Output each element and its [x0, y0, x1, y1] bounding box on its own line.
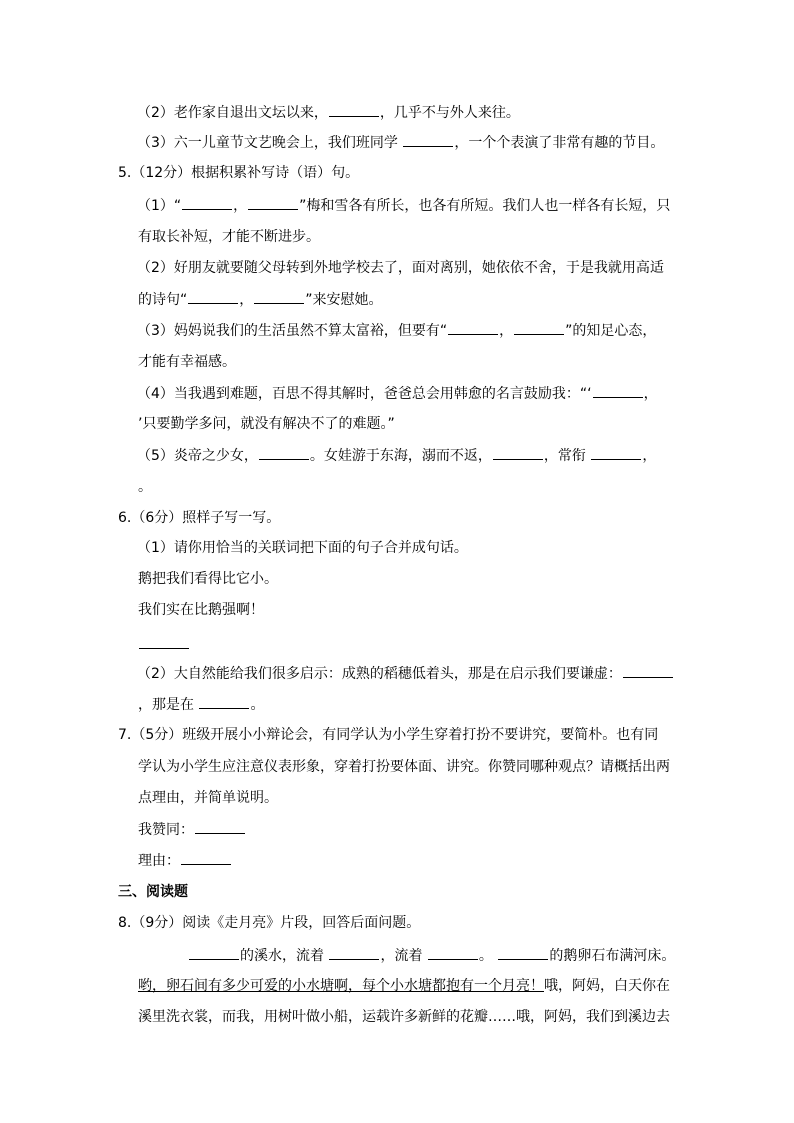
- text-segment: ，那是在: [138, 697, 199, 713]
- answer-blank[interactable]: [188, 290, 238, 304]
- text-segment: （2）老作家自退出文坛以来，: [137, 105, 328, 121]
- text-line: [137, 539, 468, 557]
- text-segment: 学认为小学生应注意仪表形象，穿着打扮要体面、讲究。你赞同哪种观点？请概括出两: [138, 759, 670, 775]
- text-segment: ，几乎不与外人来往。: [379, 105, 520, 121]
- text-line: [138, 415, 395, 433]
- text-line: [118, 164, 359, 182]
- text-segment: 。: [138, 479, 152, 495]
- text-segment: （2）好朋友就要随父母转到外地学校去了，面对离别，她依依不舍，于是我就用高适: [137, 260, 664, 276]
- answer-blank[interactable]: [591, 446, 641, 460]
- text-segment: 的溪水，流着: [240, 948, 329, 964]
- text-segment: 的诗句“: [138, 292, 188, 308]
- answer-blank[interactable]: [514, 321, 564, 335]
- text-segment: ”的知足心态，: [565, 323, 657, 339]
- text-segment: （4）当我遇到难题，百思不得其解时，爸爸总会用韩愈的名言鼓励我：“‘: [137, 386, 592, 402]
- text-segment: 理由：: [138, 853, 180, 869]
- text-segment: 哟，卵石间有多少可爱的小水塘啊，每个小水塘都抱有一个月亮！: [138, 978, 544, 994]
- answer-blank[interactable]: [181, 851, 231, 865]
- text-segment: ，: [499, 323, 514, 339]
- text-line: [138, 789, 278, 807]
- answer-blank[interactable]: [403, 133, 453, 147]
- text-segment: ，一个个表演了非常有趣的节目。: [454, 135, 665, 151]
- text-line: [138, 353, 236, 371]
- answer-blank[interactable]: [248, 196, 298, 210]
- text-segment: （1）“: [137, 198, 182, 214]
- text-line: [138, 758, 670, 776]
- answer-blank[interactable]: [182, 196, 232, 210]
- answer-blank[interactable]: [259, 446, 309, 460]
- answer-blank[interactable]: [199, 695, 249, 709]
- text-line: [137, 259, 664, 277]
- text-segment: 。: [250, 697, 265, 713]
- text-line: [138, 635, 190, 654]
- text-segment: ，流着: [380, 948, 427, 964]
- answer-blank[interactable]: [623, 664, 673, 678]
- answer-blank[interactable]: [448, 321, 498, 335]
- text-segment: （3）妈妈说我们的生活虽然不算太富裕，但要有“: [137, 323, 448, 339]
- text-line: [137, 321, 656, 340]
- text-line: [137, 664, 674, 683]
- text-line: [118, 883, 188, 901]
- text-line: [118, 509, 280, 527]
- text-segment: 才能有幸福感。: [138, 354, 236, 370]
- text-line: [138, 1008, 670, 1026]
- text-line: [138, 290, 383, 309]
- answer-blank[interactable]: [139, 635, 189, 649]
- text-segment: 三、阅读题: [118, 884, 188, 900]
- text-line: [138, 228, 320, 246]
- text-line: [137, 103, 520, 122]
- text-segment: （2）大自然能给我们很多启示：成熟的稻穗低着头，那是在启示我们要谦虚：: [137, 666, 622, 682]
- text-segment: ”来安慰她。: [305, 292, 383, 308]
- answer-blank[interactable]: [593, 384, 643, 398]
- text-line: [138, 478, 152, 496]
- text-segment: 鹅把我们看得比它小。: [138, 571, 278, 587]
- answer-blank[interactable]: [428, 946, 478, 960]
- text-segment: 我赞同：: [138, 822, 194, 838]
- text-segment: 点理由，并简单说明。: [138, 790, 278, 806]
- text-segment: 7.（5分）班级开展小小辩论会，有同学认为小学生穿着打扮不要讲究，要简朴。也有同: [118, 727, 659, 743]
- text-line: [138, 977, 670, 995]
- text-segment: 我们实在比鹅强啊！: [138, 602, 264, 618]
- text-line: [118, 726, 658, 744]
- text-line: [188, 946, 675, 965]
- text-line: [118, 914, 420, 932]
- text-segment: ’只要勤学多问，就没有解决不了的难题。”: [138, 416, 395, 432]
- answer-blank[interactable]: [189, 946, 239, 960]
- text-segment: 有取长补短，才能不断进步。: [138, 229, 320, 245]
- text-line: [138, 695, 264, 714]
- text-segment: 哦，阿妈，白天你在: [544, 978, 670, 994]
- text-segment: ，: [239, 292, 254, 308]
- text-segment: 溪里洗衣裳，而我，用树叶做小船，运载许多新鲜的花瓣……哦，阿妈，我们到溪边去: [138, 1009, 670, 1025]
- text-segment: （3）六一儿童节文艺晚会上，我们班同学: [137, 135, 403, 151]
- text-line: [138, 601, 264, 619]
- text-segment: 。: [478, 948, 498, 964]
- text-line: [137, 384, 658, 403]
- text-segment: 5.（12分）根据积累补写诗（语）句。: [118, 165, 360, 181]
- answer-blank[interactable]: [329, 103, 379, 117]
- text-segment: ，: [643, 386, 658, 402]
- text-segment: 6.（6分）照样子写一写。: [118, 510, 281, 526]
- answer-blank[interactable]: [498, 946, 548, 960]
- text-segment: （5）炎帝之少女，: [137, 448, 258, 464]
- text-segment: （1）请你用恰当的关联词把下面的句子合并成句话。: [137, 540, 468, 556]
- text-line: [138, 851, 232, 870]
- text-line: [138, 570, 278, 588]
- answer-blank[interactable]: [195, 820, 245, 834]
- text-line: [137, 446, 656, 465]
- text-segment: ，: [642, 448, 657, 464]
- text-line: [138, 820, 246, 839]
- answer-blank[interactable]: [493, 446, 543, 460]
- text-segment: 8.（9分）阅读《走月亮》片段，回答后面问题。: [118, 915, 421, 931]
- text-segment: ”梅和雪各有所长，也各有所短。我们人也一样各有长短，只: [299, 198, 671, 214]
- text-line: [137, 196, 670, 215]
- text-segment: 。女娃游于东海，溺而不返，: [309, 448, 492, 464]
- text-segment: 的鹅卵石布满河床。: [549, 948, 676, 964]
- answer-blank[interactable]: [254, 290, 304, 304]
- answer-blank[interactable]: [329, 946, 379, 960]
- text-line: [137, 133, 664, 152]
- text-segment: ，常衔: [543, 448, 591, 464]
- text-segment: ，: [233, 198, 248, 214]
